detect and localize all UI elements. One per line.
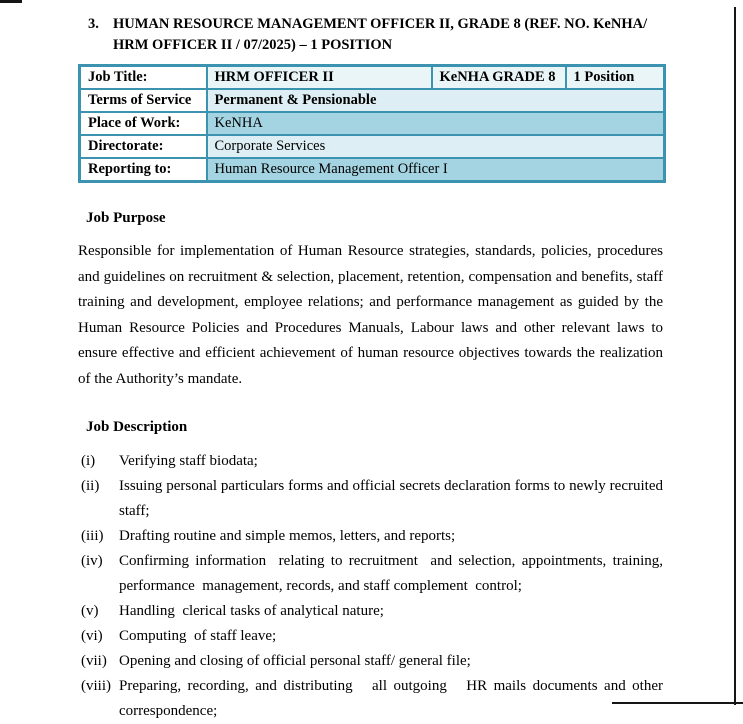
- list-item-text: Computing of staff leave;: [119, 628, 277, 644]
- section-title-line1: HUMAN RESOURCE MANAGEMENT OFFICER II, GRADE 8 (REF. NO. KeNHA/: [113, 16, 648, 32]
- job-summary-table: [78, 64, 666, 183]
- list-item-text: Opening and closing of official personal staff/ general file;: [119, 653, 471, 669]
- section-number: 3.: [88, 16, 99, 32]
- section-title-line2: HRM OFFICER II / 07/2025) – 1 POSITION: [113, 37, 393, 53]
- terms-value: Permanent & Pensionable: [207, 89, 665, 112]
- place-of-work-value: KeNHA: [207, 112, 665, 135]
- job-description-title: Job Description: [86, 419, 188, 435]
- list-item-number: (iv): [81, 553, 103, 569]
- list-item: [78, 649, 663, 674]
- list-item: [78, 674, 667, 724]
- list-item: [78, 549, 667, 599]
- list-item-text: Handling clerical tasks of analytical nature;: [119, 603, 384, 619]
- list-item: [78, 524, 663, 549]
- table-row-terms: [80, 89, 665, 112]
- list-item: [78, 599, 663, 624]
- directorate-label: Directorate:: [80, 135, 207, 158]
- list-item-text: Preparing, recording, and distributing all outgoing HR mails documents and other correspondence;: [119, 678, 667, 719]
- scan-artifact-top-left: [0, 0, 22, 3]
- scan-artifact-right-edge: [734, 7, 736, 705]
- job-title-label: Job Title:: [80, 66, 207, 90]
- job-purpose-text: Responsible for implementation of Human Resource strategies, standards, policies, procedures and guidelines on recruitment & selection, placement, retention, compensation and benefits, staff training and development, employee relations; and performance management as guided by the Human Resource Policies and Procedures Manuals, Labour laws and other relevant laws to ensure effective and efficient achievement of human resource objectives towards the realization of the Authority’s mandate.: [78, 243, 663, 387]
- table-row-directorate: [80, 135, 665, 158]
- positions-value: 1 Position: [566, 66, 665, 90]
- place-of-work-label: Place of Work:: [80, 112, 207, 135]
- job-purpose-title: Job Purpose: [86, 210, 166, 226]
- list-item-text: Drafting routine and simple memos, letters, and reports;: [119, 528, 456, 544]
- list-item-number: (v): [81, 603, 99, 619]
- reporting-to-value: Human Resource Management Officer I: [207, 158, 665, 182]
- list-item: [78, 474, 667, 524]
- grade-value: KeNHA GRADE 8: [432, 66, 566, 90]
- table-row-job-title: [80, 66, 665, 90]
- reporting-to-label: Reporting to:: [80, 158, 207, 182]
- list-item-text: Verifying staff biodata;: [119, 453, 258, 469]
- table-row-reporting-to: [80, 158, 665, 182]
- list-item-number: (vii): [81, 653, 107, 669]
- list-item-text: Issuing personal particulars forms and official secrets declaration forms to newly recruited staff;: [119, 478, 667, 519]
- list-item-number: (iii): [81, 528, 104, 544]
- terms-label: Terms of Service: [80, 89, 207, 112]
- list-item: [78, 449, 663, 474]
- directorate-value: Corporate Services: [207, 135, 665, 158]
- document-page: [78, 0, 667, 724]
- section-heading: [78, 14, 663, 56]
- list-item-number: (ii): [81, 478, 100, 494]
- job-description-list: [78, 449, 667, 724]
- list-item: [78, 624, 663, 649]
- table-row-place-of-work: [80, 112, 665, 135]
- list-item-number: (viii): [81, 678, 111, 694]
- list-item-number: (vi): [81, 628, 103, 644]
- job-title-value: HRM OFFICER II: [207, 66, 432, 90]
- list-item-number: (i): [81, 453, 96, 469]
- list-item-text: Confirming information relating to recruitment and selection, appointments, training, performance management, records, and staff complement control;: [119, 553, 667, 594]
- section-title: [113, 14, 647, 56]
